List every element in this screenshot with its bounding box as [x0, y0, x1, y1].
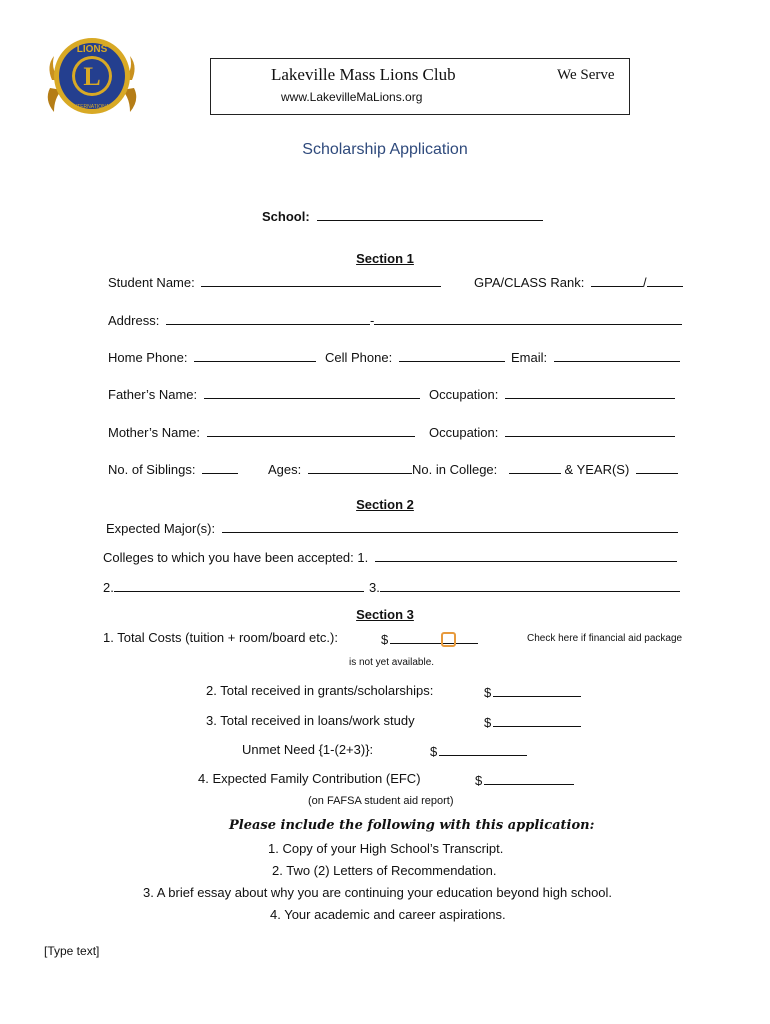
mothers-name-field [108, 423, 415, 440]
colleges-label: Colleges to which you have been accepted: 1. [103, 550, 369, 565]
grants-dollar: $ [484, 685, 492, 700]
address-field [108, 311, 682, 328]
section-2-heading: Section 2 [356, 497, 414, 512]
club-motto: We Serve [557, 67, 615, 83]
college-3-line[interactable] [380, 578, 680, 592]
mothers-occupation-line[interactable] [505, 423, 675, 437]
expected-majors-line[interactable] [222, 519, 678, 533]
address-label: Address: [108, 313, 160, 328]
in-college-line[interactable] [509, 460, 561, 474]
fathers-occupation-field [429, 385, 675, 402]
years-line[interactable] [636, 460, 678, 474]
ages-field [268, 460, 412, 477]
total-costs-label: 1. Total Costs (tuition + room/board etc.): [103, 630, 338, 645]
college-2-line[interactable] [114, 578, 364, 592]
siblings-label: No. of Siblings: [108, 462, 196, 477]
school-field [262, 207, 543, 224]
total-costs-line[interactable] [390, 630, 478, 644]
total-costs-field [381, 630, 478, 647]
section-1-heading: Section 1 [356, 251, 414, 266]
unmet-need-field [430, 742, 527, 759]
years-label: & YEAR(S) [564, 462, 630, 477]
lions-logo [44, 28, 140, 122]
mothers-occupation-label: Occupation: [429, 425, 499, 440]
include-item-3: 3. A brief essay about why you are continuing your education beyond high school. [143, 885, 613, 900]
college-3-field [369, 578, 680, 595]
address-separator: - [369, 313, 375, 328]
include-item-2: 2. Two (2) Letters of Recommendation. [272, 863, 497, 878]
ages-line[interactable] [308, 460, 412, 474]
fathers-name-label: Father’s Name: [108, 387, 198, 402]
student-name-field [108, 273, 441, 290]
unmet-need-label: Unmet Need {1-(2+3)}: [242, 742, 374, 757]
ages-label: Ages: [268, 462, 302, 477]
home-phone-label: Home Phone: [108, 350, 188, 365]
college-1-line[interactable] [375, 548, 677, 562]
address-line-2[interactable] [374, 311, 682, 325]
include-item-4: 4. Your academic and career aspirations. [270, 907, 506, 922]
financial-aid-note: Check here if financial aid package [527, 633, 683, 644]
section-3-heading: Section 3 [356, 607, 414, 622]
efc-note: (on FAFSA student aid report) [308, 795, 454, 807]
expected-majors-label: Expected Major(s): [106, 521, 216, 536]
college-2-field [103, 578, 364, 595]
include-item-1: 1. Copy of your High School’s Transcript. [268, 841, 504, 856]
mothers-name-line[interactable] [207, 423, 415, 437]
grants-line[interactable] [493, 683, 581, 697]
school-label: School: [262, 209, 310, 224]
financial-aid-note-2: is not yet available. [349, 657, 435, 668]
total-costs-dollar: $ [381, 632, 389, 647]
home-phone-line[interactable] [194, 348, 316, 362]
mothers-name-label: Mother’s Name: [108, 425, 200, 440]
school-line[interactable] [317, 207, 543, 221]
logo-top-text: LIONS [76, 44, 108, 55]
fathers-occupation-line[interactable] [505, 385, 675, 399]
cell-phone-label: Cell Phone: [325, 350, 393, 365]
financial-aid-checkbox[interactable] [441, 632, 456, 647]
email-field [511, 348, 680, 365]
efc-field [475, 771, 574, 788]
address-line-1[interactable] [166, 311, 370, 325]
in-college-field [412, 460, 678, 477]
mothers-occupation-field [429, 423, 675, 440]
footer-placeholder[interactable]: [Type text] [44, 944, 100, 958]
cell-phone-field [325, 348, 505, 365]
rank-line[interactable] [647, 273, 683, 287]
efc-dollar: $ [475, 773, 483, 788]
include-heading: Please include the following with this application: [229, 818, 595, 833]
gpa-separator: / [642, 275, 647, 290]
loans-field [484, 713, 581, 730]
home-phone-field [108, 348, 316, 365]
club-name: Lakeville Mass Lions Club [271, 65, 456, 84]
header-box [210, 58, 630, 115]
cell-phone-line[interactable] [399, 348, 505, 362]
email-line[interactable] [554, 348, 680, 362]
expected-majors-field [106, 519, 678, 536]
unmet-need-line[interactable] [439, 742, 527, 756]
email-label: Email: [511, 350, 548, 365]
logo-bottom-text: INTERNATIONAL [72, 104, 112, 110]
colleges-field [103, 548, 677, 565]
logo-letter: L [83, 62, 101, 91]
siblings-field [108, 460, 238, 477]
grants-label: 2. Total received in grants/scholarships: [206, 683, 434, 698]
unmet-need-dollar: $ [430, 744, 438, 759]
in-college-label: No. in College: [412, 462, 498, 477]
student-name-line[interactable] [201, 273, 441, 287]
club-website: www.LakevilleMaLions.org [281, 90, 423, 104]
grants-field [484, 683, 581, 700]
fathers-occupation-label: Occupation: [429, 387, 499, 402]
fathers-name-field [108, 385, 420, 402]
siblings-line[interactable] [202, 460, 238, 474]
loans-label: 3. Total received in loans/work study [206, 713, 415, 728]
loans-line[interactable] [493, 713, 581, 727]
gpa-label: GPA/CLASS Rank: [474, 275, 585, 290]
gpa-line[interactable] [591, 273, 643, 287]
fathers-name-line[interactable] [204, 385, 420, 399]
gpa-field [474, 273, 683, 290]
student-name-label: Student Name: [108, 275, 195, 290]
loans-dollar: $ [484, 715, 492, 730]
efc-label: 4. Expected Family Contribution (EFC) [198, 771, 421, 786]
efc-line[interactable] [484, 771, 574, 785]
college-3-label: 3. [369, 580, 380, 595]
page-title: Scholarship Application [302, 141, 468, 158]
college-2-label: 2. [103, 580, 114, 595]
